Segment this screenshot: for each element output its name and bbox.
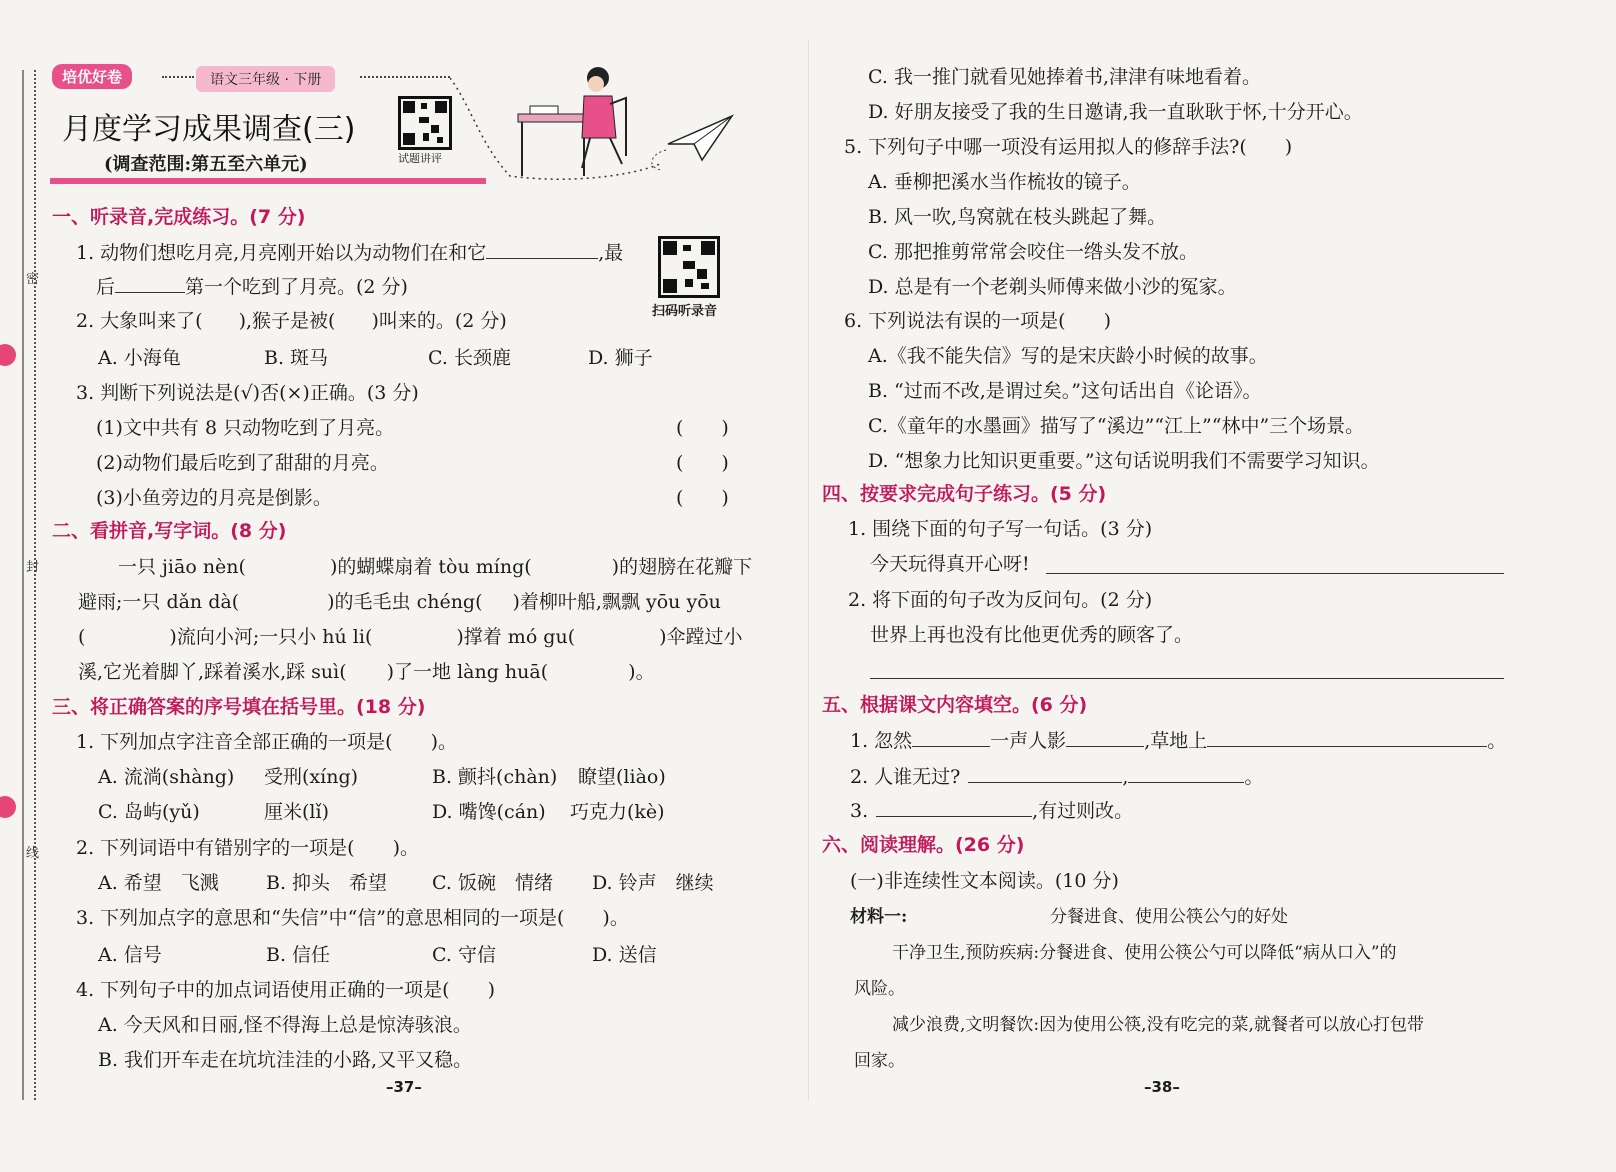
q1-1-text-b: ,最 xyxy=(598,242,624,264)
material-paragraph-1-cont: 风险。 xyxy=(854,979,905,999)
audio-qr-label: 扫码听录音 xyxy=(652,304,718,319)
pinyin-text: )伞蹚过小 xyxy=(659,626,743,648)
option-a: A.《我不能失信》写的是宋庆龄小时候的故事。 xyxy=(868,345,1268,367)
section-2-title: 二、看拼音,写字词。(8 分) xyxy=(52,520,287,542)
q1-1-text-d: 第一个吃到了月亮。(2 分) xyxy=(185,276,408,298)
page-title: 月度学习成果调查(三) xyxy=(62,112,356,147)
pinyin-text: 溪,它光着脚丫,踩着溪水,踩 suì( xyxy=(78,661,347,683)
option-b: B. 抑头 希望 xyxy=(266,872,388,894)
material-paragraph-2-cont: 回家。 xyxy=(854,1051,905,1071)
option-a: A. 垂柳把溪水当作梳妆的镜子。 xyxy=(868,171,1141,193)
answer-blank[interactable] xyxy=(912,728,990,747)
header-dots xyxy=(360,76,450,78)
option-d-word-2: 巧克力(kè) xyxy=(570,801,665,823)
material-label: 材料一: xyxy=(850,907,908,927)
question-1-1 xyxy=(76,238,623,265)
section-6-title: 六、阅读理解。(26 分) xyxy=(822,834,1025,856)
answer-blank[interactable] xyxy=(1066,728,1144,747)
pinyin-text: )着柳叶船,飘飘 yōu yōu xyxy=(512,591,721,613)
pinyin-line-1 xyxy=(118,552,752,579)
option-c: C. 我一推门就看见她捧着书,津津有味地看着。 xyxy=(868,66,1261,88)
judge-answer-box[interactable]: ( ) xyxy=(676,417,729,439)
binding-char-feng: 封 xyxy=(26,560,40,575)
reading-part-1: (一)非连续性文本阅读。(10 分) xyxy=(850,870,1119,892)
q1-2-text-b: ),猴子是被( xyxy=(238,310,336,332)
page-subtitle: (调查范围:第五至六单元) xyxy=(104,154,308,175)
judge-item-2: (2)动物们最后吃到了甜甜的月亮。 xyxy=(96,452,389,474)
page-number: –38– xyxy=(1144,1078,1180,1096)
option-d: D. “想象力比知识更重要。”这句话说明我们不需要学习知识。 xyxy=(868,450,1380,472)
question-3-2: 2. 下列词语中有错别字的一项是( )。 xyxy=(76,837,419,859)
fill-text: 1. 忽然 xyxy=(850,730,913,752)
section-5-title: 五、根据课文内容填空。(6 分) xyxy=(822,694,1088,716)
answer-line[interactable] xyxy=(1046,555,1504,574)
header-dots xyxy=(162,76,194,78)
pinyin-text: 避雨;一只 dǎn dà( xyxy=(78,591,240,613)
option-c-word-2: 厘米(lǐ) xyxy=(264,801,329,823)
q1-2-text-a: 2. 大象叫来了( xyxy=(76,310,203,332)
option-a: A. 今天风和日丽,怪不得海上总是惊涛骇浪。 xyxy=(98,1014,472,1036)
pinyin-line-4 xyxy=(78,657,655,684)
option-c: C. 守信 xyxy=(432,944,496,966)
material-paragraph-2: 减少浪费,文明餐饮:因为使用公筷,没有吃完的菜,就餐者可以放心打包带 xyxy=(892,1015,1424,1035)
option-c: C. 饭碗 情绪 xyxy=(432,872,553,894)
section-3-title: 三、将正确答案的序号填在括号里。(18 分) xyxy=(52,696,426,718)
question-3-1: 1. 下列加点字注音全部正确的一项是( )。 xyxy=(76,731,457,753)
fill-text: ,草地上 xyxy=(1144,730,1208,752)
pinyin-text: )。 xyxy=(628,661,655,683)
answer-blank[interactable] xyxy=(115,274,185,293)
question-3-6: 6. 下列说法有误的一项是( ) xyxy=(844,310,1111,332)
pinyin-text: )的蝴蝶扇着 tòu míng( xyxy=(329,556,532,578)
judge-answer-box[interactable]: ( ) xyxy=(676,452,729,474)
pinyin-text: )撑着 mó gu( xyxy=(456,626,576,648)
q1-2-text-c: )叫来的。(2 分) xyxy=(371,310,507,332)
pinyin-text: ( xyxy=(78,626,86,648)
right-page xyxy=(808,0,1616,1172)
option-d: D. 狮子 xyxy=(588,347,653,369)
option-b: B. “过而不改,是谓过矣。”这句话出自《论语》。 xyxy=(868,380,1262,402)
question-3-3: 3. 下列加点字的意思和“失信”中“信”的意思相同的一项是( )。 xyxy=(76,907,629,929)
question-3-5: 5. 下列句子中哪一项没有运用拟人的修辞手法?( ) xyxy=(844,136,1293,158)
judge-item-1: (1)文中共有 8 只动物吃到了月亮。 xyxy=(96,417,395,439)
option-b: B. 颤抖(chàn) xyxy=(432,766,558,788)
option-d: D. 送信 xyxy=(592,944,657,966)
option-d: D. 铃声 继续 xyxy=(592,872,714,894)
pinyin-text: )的毛毛虫 chéng( xyxy=(327,591,483,613)
pinyin-text: 一只 jiāo nèn( xyxy=(118,556,246,578)
series-badge: 培优好卷 xyxy=(52,64,132,89)
option-a: A. 小海龟 xyxy=(98,347,181,369)
page-number: –37– xyxy=(386,1078,422,1096)
option-a-word-2: 受刑(xíng) xyxy=(264,766,359,788)
sentence-prompt: 世界上再也没有比他更优秀的顾客了。 xyxy=(870,624,1194,646)
question-1-2 xyxy=(76,306,507,333)
option-b: B. 我们开车走在坑坑洼洼的小路,又平又稳。 xyxy=(98,1049,473,1071)
option-b-word-2: 瞭望(liào) xyxy=(578,766,666,788)
q1-1-text-c: 后 xyxy=(96,276,116,298)
option-b: B. 信任 xyxy=(266,944,331,966)
qr-code-icon[interactable] xyxy=(398,96,452,150)
question-4-1: 1. 围绕下面的句子写一句话。(3 分) xyxy=(848,518,1153,540)
binding-char-xian: 线 xyxy=(26,846,40,861)
question-1-1-cont xyxy=(96,272,408,299)
option-c: C. 岛屿(yǔ) xyxy=(98,801,200,823)
answer-blank[interactable] xyxy=(1128,764,1244,783)
material-title: 分餐进食、使用公筷公勺的好处 xyxy=(1050,907,1288,927)
fill-text: ,有过则改。 xyxy=(1032,800,1134,822)
option-b: B. 斑马 xyxy=(264,347,329,369)
question-1-3: 3. 判断下列说法是(√)否(×)正确。(3 分) xyxy=(76,382,419,404)
answer-blank[interactable] xyxy=(876,798,1032,817)
fill-text: 一声人影 xyxy=(990,730,1067,752)
option-c: C.《童年的水墨画》描写了“溪边”“江上”“林中”三个场景。 xyxy=(868,415,1365,437)
section-1-title: 一、听录音,完成练习。(7 分) xyxy=(52,206,306,228)
option-c: C. 长颈鹿 xyxy=(428,347,511,369)
answer-blank[interactable] xyxy=(1207,728,1487,747)
option-d: D. 总是有一个老剃头师傅来做小沙的冤家。 xyxy=(868,276,1237,298)
fill-text: 。 xyxy=(1244,766,1264,788)
pinyin-line-3 xyxy=(78,622,743,649)
fill-line-2 xyxy=(850,762,1263,789)
option-c: C. 那把推剪常常会咬住一绺头发不放。 xyxy=(868,241,1198,263)
option-b: B. 风一吹,鸟窝就在枝头跳起了舞。 xyxy=(868,206,1167,228)
fill-text: , xyxy=(1122,766,1129,788)
material-paragraph-1: 干净卫生,预防疾病:分餐进食、使用公筷公勺可以降低“病从口入”的 xyxy=(892,943,1397,963)
q1-1-text-a: 1. 动物们想吃月亮,月亮刚开始以为动物们在和它 xyxy=(76,242,487,264)
judge-answer-box[interactable]: ( ) xyxy=(676,487,729,509)
pinyin-text: )的翅膀在花瓣下 xyxy=(611,556,753,578)
sentence-prompt: 今天玩得真开心呀! xyxy=(870,553,1030,575)
option-a: A. 希望 飞溅 xyxy=(98,872,219,894)
option-a: A. 信号 xyxy=(98,944,162,966)
section-4-title: 四、按要求完成句子练习。(5 分) xyxy=(822,483,1107,505)
qr-label: 试题讲评 xyxy=(398,152,442,165)
fill-line-1 xyxy=(850,726,1506,753)
audio-qr-code-icon[interactable] xyxy=(658,236,720,298)
question-4-2: 2. 将下面的句子改为反问句。(2 分) xyxy=(848,589,1153,611)
option-d: D. 嘴馋(cán) xyxy=(432,801,546,823)
pinyin-text: )流向小河;一只小 hú li( xyxy=(169,626,373,648)
answer-line[interactable] xyxy=(870,660,1504,679)
fill-text: 。 xyxy=(1487,730,1507,752)
fill-line-3 xyxy=(850,796,1133,823)
binding-char-mi: 密 xyxy=(26,272,40,287)
student-illustration xyxy=(450,64,750,188)
answer-blank[interactable] xyxy=(486,240,598,259)
fill-text: 2. 人谁无过? xyxy=(850,766,961,788)
grade-badge: 语文三年级 · 下册 xyxy=(196,66,335,92)
option-a: A. 流淌(shàng) xyxy=(98,766,235,788)
judge-item-3: (3)小鱼旁边的月亮是倒影。 xyxy=(96,487,332,509)
title-underline xyxy=(50,178,486,184)
pinyin-line-2 xyxy=(78,587,721,614)
question-3-4: 4. 下列句子中的加点词语使用正确的一项是( ) xyxy=(76,979,495,1001)
answer-blank[interactable] xyxy=(968,764,1122,783)
fill-text: 3. xyxy=(850,800,869,822)
pinyin-text: )了一地 làng huā( xyxy=(386,661,549,683)
option-d: D. 好朋友接受了我的生日邀请,我一直耿耿于怀,十分开心。 xyxy=(868,101,1363,123)
